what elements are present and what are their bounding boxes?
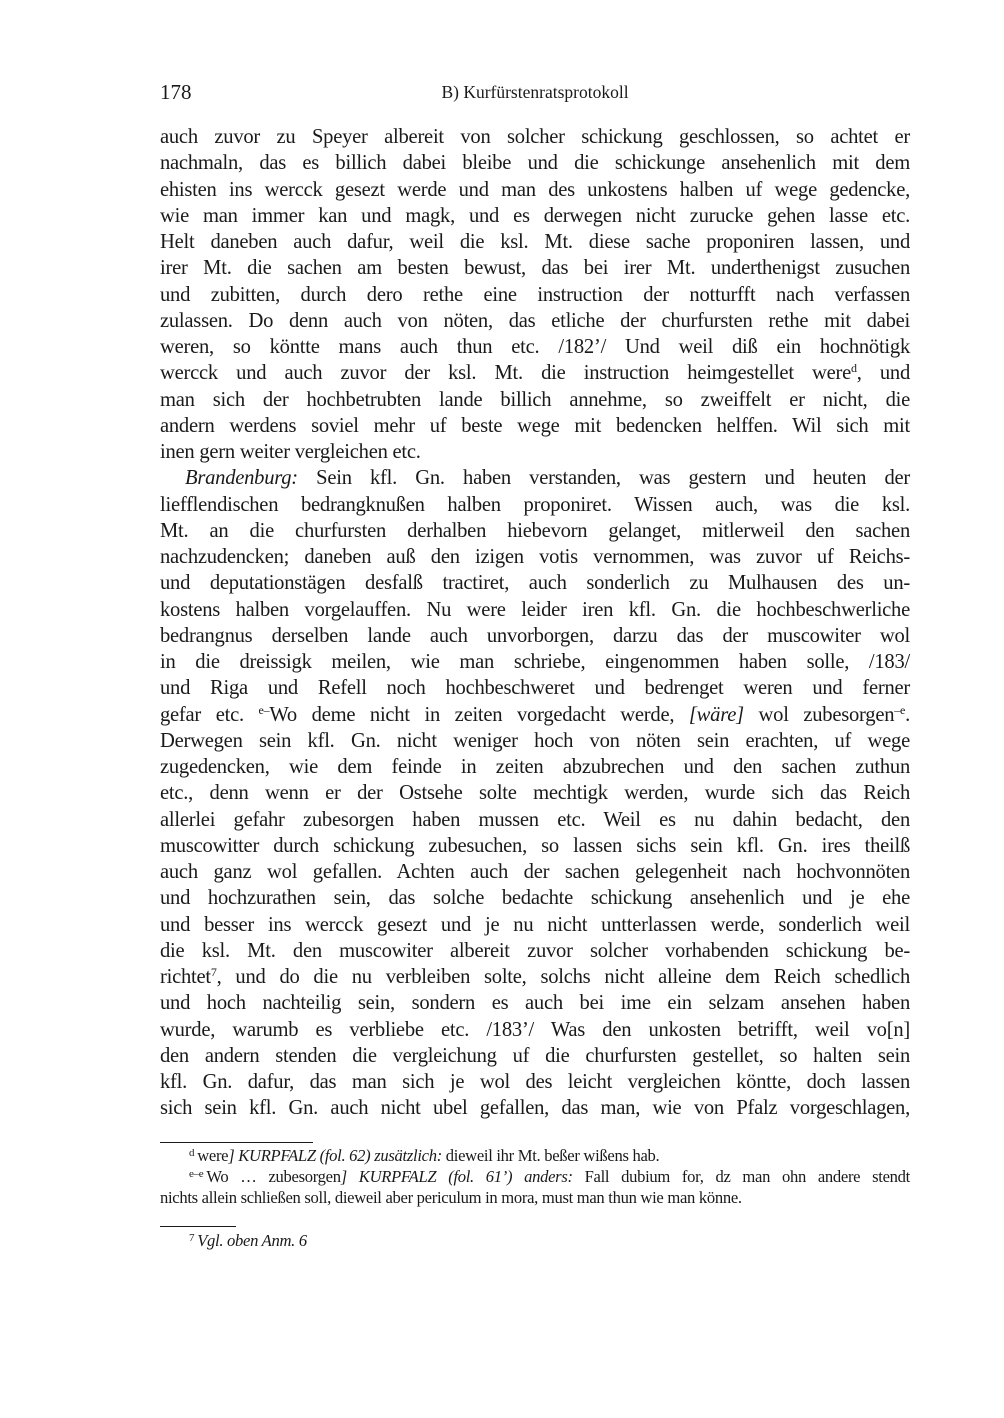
note-marker: e–: [258, 702, 270, 717]
apparatus-note: $^{e-e}$ Wo … zubesorgen] KURPFALZ (fol. 61’) anders: Fall dubium for, dz man ohn andere stendt: [189, 1167, 910, 1186]
text-line: muscowitter durch schickung zubesuchen, so lassen sichs sein kfl. Gn. ires theilß: [160, 834, 910, 857]
text-line: in die dreissigk meilen, wie man schriebe, eingenommen haben solle, /183/: [160, 651, 910, 673]
text-line: etc., denn wenn er der Ostsehe solte mechtigk werden, wurde sich das Reich: [160, 782, 910, 805]
text-line: und hochzurathen sein, das solche bedachte schickung ansehenlich und je ehe: [160, 887, 910, 910]
text-line: und deputationstägen desfalß tractiret, auch sonderlich zu Mulhausen des un-: [160, 572, 910, 595]
commentary-note: [160, 1230, 910, 1251]
text-line: inen gern weiter vergleichen etc.: [160, 441, 421, 463]
text-line: nachzudencken; daneben auß den izigen votis vernommen, was zuvor uf Reichs-: [160, 546, 910, 568]
note-text: Vgl. oben Anm. 6: [197, 1231, 307, 1250]
apparatus-note: $^d$ were] KURPFALZ (fol. 62) zusätzlich: dieweil ihr Mt. beßer wißens hab.: [189, 1146, 660, 1165]
text-line: kfl. Gn. dafur, das man sich je wol des leicht vergleichen köntte, doch lassen: [160, 1071, 910, 1093]
note-mark: d: [189, 1147, 195, 1159]
text-line: allerlei gefahr zubesorgen haben mussen etc. Weil es nu dahin bedacht, den: [160, 808, 910, 831]
text-line: man sich der hochbetrubten lande billich annehme, so zweiffelt er nicht, die: [160, 388, 910, 411]
text-apparatus: [160, 1145, 910, 1208]
text-line: gefar etc. $^{e-}$Wo deme nicht in zeiten vorgedacht werde, [wäre] wol zubesorgen$^{-e}$.: [160, 702, 910, 726]
text-line: und Riga und Refell noch hochbeschweret und bedrenget weren und ferner: [160, 677, 910, 700]
apparatus-rule: [160, 1142, 313, 1143]
text-line: ehisten ins wercck gesezt werde und man des unkostens halben uf wege gedencke,: [160, 178, 910, 201]
text-line: andern werdens soviel mehr uf beste wege mit bedencken helffen. Wil sich mit: [160, 414, 910, 437]
text-line: irer Mt. die sachen am besten bewust, das bei irer Mt. underthenigst zusuchen: [160, 257, 910, 280]
text-line: liefflendischen bedrangknußen halben proponiret. Wissen auch, was die ksl.: [160, 493, 910, 516]
text-line: richtet$^7$, und do die nu verbleiben solte, solchs nicht alleine dem Reich schedlich: [160, 965, 910, 988]
note-mark: e–e: [189, 1168, 204, 1180]
page-number: 178: [160, 80, 192, 104]
editorial-insertion: [wäre]: [688, 703, 744, 726]
commentary-notes: [160, 1230, 910, 1251]
text-line: und zubitten, durch dero rethe eine instruction der notturfft nach verfassen: [160, 283, 910, 306]
text-line: wercck und auch zuvor der ksl. Mt. die instruction heimgestellet were$^d$, und: [160, 361, 910, 385]
note-mark: 7: [189, 1232, 195, 1244]
note-marker: –e: [894, 702, 906, 717]
text-line: und besser ins wercck gesezt und je nu nicht untterlassen werde, sonderlich weil: [160, 913, 910, 936]
apparatus-note-continuation: nichts allein schließen soll, dieweil aber periculum in mora, must man thun wie man könne.: [160, 1188, 742, 1207]
note-source: KURPFALZ (fol. 62) zusätzlich:: [234, 1146, 442, 1165]
note-marker: 7: [210, 965, 217, 979]
text-line: zugedencken, wie dem feinde in zeiten abzubrechen und den sachen zuthun: [160, 756, 910, 778]
text-line: den andern stenden die vergleichung uf die churfursten gestellet, so halten sein: [160, 1044, 910, 1067]
text-line: wurde, warumb es verbliebe etc. /183’/ Was den unkosten betrifft, weil vo[n]: [160, 1018, 910, 1041]
text-line: Mt. an die churfursten derhalben hiebevorn gelanget, mitlerweil den sachen: [160, 519, 910, 542]
text-line: auch zuvor zu Speyer albereit von solcher schickung geschlossen, so achtet er: [160, 126, 910, 148]
main-text: [160, 124, 910, 1122]
text-line: Brandenburg: Sein kfl. Gn. haben verstanden, was gestern und heuten der: [185, 467, 910, 490]
text-line: sich sein kfl. Gn. auch nicht ubel gefallen, das man, wie von Pfalz vorgeschlagen,: [160, 1097, 910, 1120]
lemma-bracket: ]: [228, 1146, 235, 1165]
text-line: und hoch nachteilig sein, sondern es auch bei ime ein selzam ansehen haben: [160, 992, 910, 1015]
text-line: die ksl. Mt. den muscowiter albereit zuvor solcher vorhabenden schickung be-: [160, 939, 910, 962]
text-line: kostens halben vorgelauffen. Nu were leider iren kfl. Gn. die hochbeschwerliche: [160, 598, 910, 621]
page-header: [160, 80, 910, 108]
commentary-rule: [160, 1226, 236, 1227]
running-title: B) Kurfürstenratsprotokoll: [441, 82, 629, 102]
text-line: bedrangnus derselben lande auch unvorborgen, darzu das der muscowiter wol: [160, 624, 910, 647]
text-line: auch ganz wol gefallen. Achten auch der sachen gelegenheit nach hochvonnöten: [160, 861, 910, 883]
lemma-bracket: ]: [340, 1167, 347, 1186]
text-line: wie man immer kan und magk, und es derwegen nicht zurucke gehen lasse etc.: [160, 204, 910, 227]
text-line: weren, so köntte mans auch thun etc. /182’/ Und weil diß ein hochnötigk: [160, 336, 910, 358]
text-line: nachmaln, das es billich dabei bleibe und die schickunge ansehenlich mit dem: [160, 152, 910, 175]
note-source: KURPFALZ (fol. 61’) anders:: [346, 1167, 573, 1186]
text-line: zulassen. Do denn auch von nöten, das etliche der churfursten rethe mit dabei: [160, 309, 910, 332]
text-line: Derwegen sein kfl. Gn. nicht weniger hoch von nöten sein erachten, uf wege: [160, 729, 910, 752]
text-line: Helt daneben auch dafur, weil die ksl. Mt. diese sache proponiren lassen, und: [160, 231, 910, 253]
speaker-name: Brandenburg:: [185, 467, 298, 490]
note-marker: d: [851, 361, 857, 376]
